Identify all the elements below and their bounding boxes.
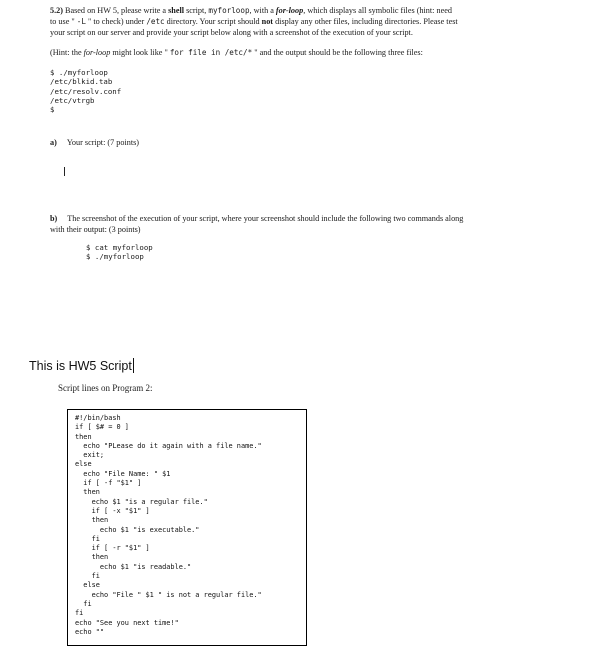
script-screenshot xyxy=(67,409,307,646)
code-line: then xyxy=(75,432,92,441)
code-line: if [ -r "$1" ] xyxy=(75,544,150,553)
code-line: then xyxy=(75,516,109,525)
code-line: if [ -f "$1" ] xyxy=(75,479,142,488)
output-line: $ ./myforloop xyxy=(50,68,108,77)
question-line-3: your script on our server and provide your script below along with a screenshot of the execution of your script. xyxy=(50,28,413,37)
code-line: if [ $# = 0 ] xyxy=(75,423,129,432)
part-b-line-1: b) The screenshot of the execution of your script, where your screenshot should include the following two commands along xyxy=(50,214,464,223)
output-line: /etc/resolv.conf xyxy=(50,86,122,96)
text-cursor[interactable] xyxy=(64,167,65,176)
code-line: else xyxy=(75,581,100,590)
output-line: /etc/vtrgb xyxy=(50,95,95,105)
command-line: $ ./myforloop xyxy=(86,252,144,262)
code-line: echo "PLease do it again with a file name." xyxy=(75,441,262,450)
output-line: /etc/blkid.tab xyxy=(50,77,113,87)
title-cursor xyxy=(133,358,134,373)
part-a xyxy=(50,137,139,148)
code-line: echo "File " $1 " is not a regular file." xyxy=(75,590,262,599)
part-b-commands xyxy=(86,243,153,262)
question-line-1: 5.2) Based on HW 5, please write a shell script, myforloop, with a for-loop, which displays all symbolic files (hint: need xyxy=(50,6,452,15)
part-b-label: b) xyxy=(50,214,58,223)
code-line: echo $1 "is executable." xyxy=(75,525,200,534)
code-line: else xyxy=(75,460,92,469)
command-line: $ cat myforloop xyxy=(86,243,153,252)
code-line: fi xyxy=(75,599,92,608)
code-line: echo $1 "is readable." xyxy=(75,562,192,571)
question-number: 5.2) xyxy=(50,6,63,15)
question-line-2: to use " -L " to check) under /etc directory. Your script should not display any other files, including directories. Please test xyxy=(50,17,458,26)
output-line: $ xyxy=(50,105,55,115)
code-line: fi xyxy=(75,609,84,618)
hint-line: (Hint: the for-loop might look like " for file in /etc/* " and the output should be the following three files: xyxy=(50,48,423,57)
part-b-line-2: with their output: (3 points) xyxy=(50,225,141,234)
script-code xyxy=(75,414,262,637)
code-line: echo $1 "is a regular file." xyxy=(75,497,208,506)
code-line: fi xyxy=(75,534,100,543)
answer-title[interactable]: This is HW5 Script xyxy=(29,359,132,373)
code-line: if [ -x "$1" ] xyxy=(75,506,150,515)
code-line: exit; xyxy=(75,451,105,460)
code-line: echo "File Name: " $1 xyxy=(75,469,171,478)
clipped-caption: Script lines on Program 2: xyxy=(58,383,153,393)
part-a-text: Your script: (7 points) xyxy=(66,138,140,147)
code-line: echo "See you next time!" xyxy=(75,618,179,627)
part-a-label: a) xyxy=(50,138,57,147)
code-line: #!/bin/bash xyxy=(75,414,121,422)
code-line: then xyxy=(75,488,100,497)
code-line: echo "" xyxy=(75,627,105,636)
expected-output xyxy=(50,68,121,114)
code-line: then xyxy=(75,553,109,562)
code-line: fi xyxy=(75,572,100,581)
